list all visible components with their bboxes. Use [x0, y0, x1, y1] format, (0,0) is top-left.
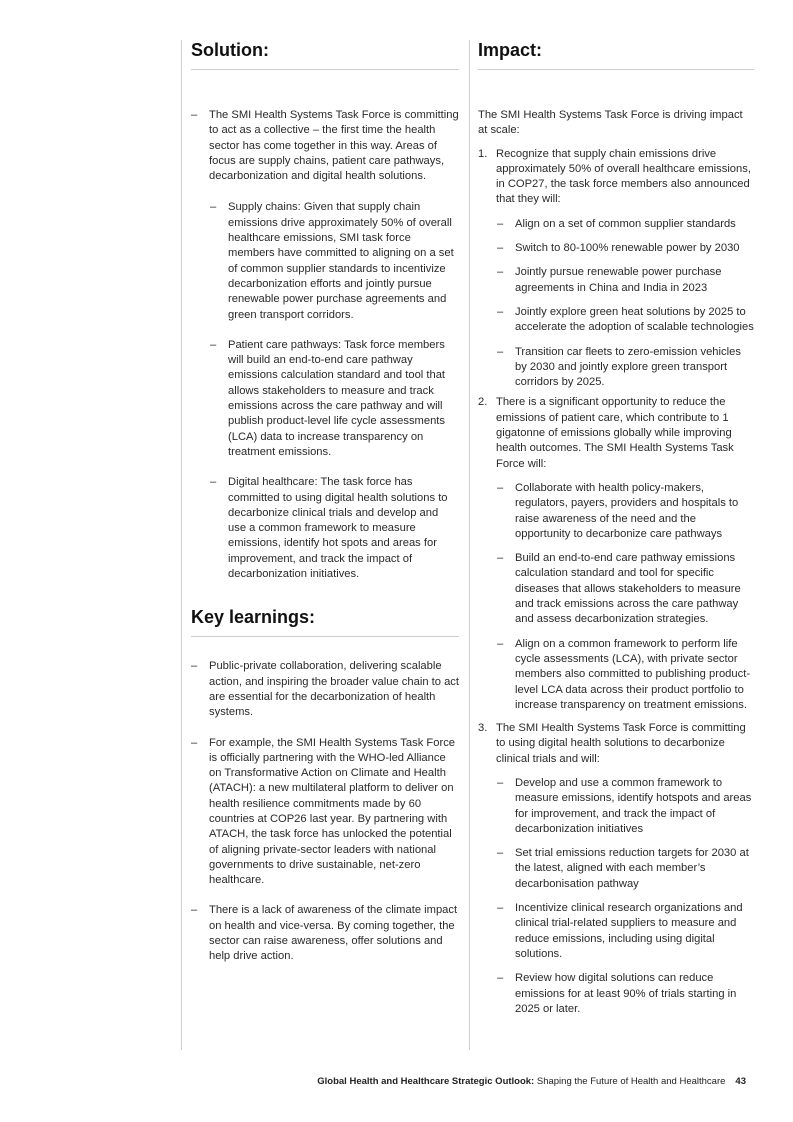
impact-sub-item: – Align on a set of common supplier standards: [478, 217, 754, 232]
impact-heading: Impact:: [478, 40, 543, 60]
dash-mark: –: [497, 972, 504, 985]
dash-mark: –: [497, 637, 504, 650]
learning-item: – There is a lack of awareness of the climate impact on health and vice-versa. By coming together, the sector can raise awareness, offer solutions and help drive action.: [191, 904, 458, 963]
solution-sub-digital: – Digital healthcare: The task force has committed to using digital health solutions to decarbonize clinical trials and develop and use a common framework to measure emissions, identify hot spots and areas for improvement, and track the impact of decarbonization initiatives.: [210, 476, 448, 581]
dash-mark: –: [191, 904, 198, 917]
left-column: [191, 39, 459, 965]
impact-sub-item: – Incentivize clinical research organizations and clinical trial-related suppliers to measure and reduce emissions, including using digital solutions.: [497, 902, 743, 960]
impact-sub-item: – Switch to 80-100% renewable power by 2030: [478, 241, 754, 256]
middle-column-rule: [469, 40, 470, 1050]
left-column-rule: [181, 40, 182, 1050]
dash-mark: –: [497, 266, 504, 279]
learning-item: – Public-private collaboration, delivering scalable action, and inspiring the broader value chain to act are essential for the decarbonization of health systems.: [191, 660, 460, 719]
list-number: 2.: [478, 396, 488, 409]
dash-mark: –: [497, 481, 504, 494]
page-number: 43: [735, 1076, 746, 1087]
dash-mark: –: [497, 776, 504, 789]
learnings-divider: [191, 636, 459, 637]
dash-mark: –: [497, 847, 504, 860]
dash-mark: –: [497, 345, 504, 358]
list-number: 3.: [478, 722, 488, 735]
dash-mark: –: [210, 476, 217, 489]
dash-mark: –: [210, 338, 217, 351]
impact-sub-item: – Jointly pursue renewable power purchase agreements in China and India in 2023: [497, 266, 722, 294]
solution-intro: – The SMI Health Systems Task Force is committing to act as a collective – the first time the health sector has come together in this way. Areas of focus are supply chains, patient care pathways, decarbonization and digital health solutions.: [191, 109, 459, 183]
impact-sub-item: – Transition car fleets to zero-emission vehicles by 2030 and jointly explore green transport corridors by 2025.: [497, 345, 741, 389]
solution-sub-patient-care: – Patient care pathways: Task force members will build an end-to-end care pathway emissions calculation standard and tool that allows stakeholders to measure and track emissions across the care pathway and will publish product-level life cycle assessments (LCA) data to increase transparency on treatment emissions.: [210, 338, 446, 458]
dash-mark: –: [497, 552, 504, 565]
dash-mark: –: [497, 902, 504, 915]
learnings-heading: Key learnings:: [191, 607, 316, 628]
impact-point-2: 2. There is a significant opportunity to reduce the emissions of patient care, which contribute to 1 gigatonne of emissions globally while improving health outcomes. The SMI Health Systems Task Force will:: [478, 396, 734, 470]
impact-sub-item: – Align on a common framework to perform life cycle assessments (LCA), with private sector members also committed to publishing product-level LCA data across their product portfolio to increase transparency on treatment emissions.: [497, 637, 751, 711]
impact-point-3: 3. The SMI Health Systems Task Force is committing to using digital health solutions to decarbonize clinical trials and will:: [478, 722, 746, 765]
footer-title-rest: Shaping the Future of Health and Healthcare: [534, 1076, 726, 1087]
solution-heading: Solution:: [191, 40, 269, 60]
dash-mark: –: [497, 305, 504, 318]
impact-sub-item: – Develop and use a common framework to measure emissions, identify hotspots and areas for improvement, and track the impact of decarbonization initiatives: [497, 776, 752, 835]
solution-sub-supply-chains: – Supply chains: Given that supply chain emissions drive approximately 50% of overall healthcare emissions, SMI task force members have committed to aligning on a set of common supplier standards to incentivize decarbonization efforts and jointly pursue renewable power purchase agreements and green transport corridors.: [210, 201, 454, 321]
impact-intro: The SMI Health Systems Task Force is driving impact at scale:: [478, 109, 743, 137]
solution-divider: [191, 69, 459, 70]
impact-sub-item: – Review how digital solutions can reduce emissions for at least 90% of trials starting in 2025 or later.: [497, 972, 737, 1015]
impact-sub-item: – Set trial emissions reduction targets for 2030 at the latest, aligned with each member’s decarbonisation pathway: [497, 847, 749, 890]
impact-divider: [478, 69, 754, 70]
impact-sub-item: – Jointly explore green heat solutions by 2025 to accelerate the adoption of scalable technologies: [497, 305, 754, 334]
impact-sub-item: – Build an end-to-end care pathway emissions calculation standard and tool for specific diseases that allows stakeholders to measure and track emissions across the care pathway and assess decarbonization strategies.: [497, 552, 741, 626]
impact-point-1: 1. Recognize that supply chain emissions drive approximately 50% of overall healthcare emissions, in COP27, the task force members also announced that they will:: [478, 147, 751, 206]
page-footer: [300, 1076, 746, 1088]
list-number: 1.: [478, 147, 488, 160]
dash-mark: –: [191, 109, 198, 121]
dash-mark: –: [191, 660, 198, 673]
right-column: [478, 39, 754, 1017]
dash-mark: –: [210, 201, 217, 214]
dash-mark: –: [191, 736, 198, 749]
dash-mark: –: [497, 242, 504, 255]
dash-mark: –: [497, 217, 504, 230]
learning-item: – For example, the SMI Health Systems Task Force is officially partnering with the WHO-led Alliance on Transformative Action on Climate and Health (ATACH): a new multilateral platform to deliver on health resilience commitments made by 60 countries at COP26 last year. By partnering with ATACH, the task force has unlocked the potential of aligning private-sector leaders with national governments to drive sustainable, net-zero healthcare.: [191, 736, 456, 887]
impact-sub-item: – Collaborate with health policy-makers, regulators, payers, providers and hospitals to raise awareness of the need and the opportunity to decarbonize care pathways: [497, 481, 739, 540]
footer-title-bold: Global Health and Healthcare Strategic Outlook:: [317, 1076, 535, 1087]
